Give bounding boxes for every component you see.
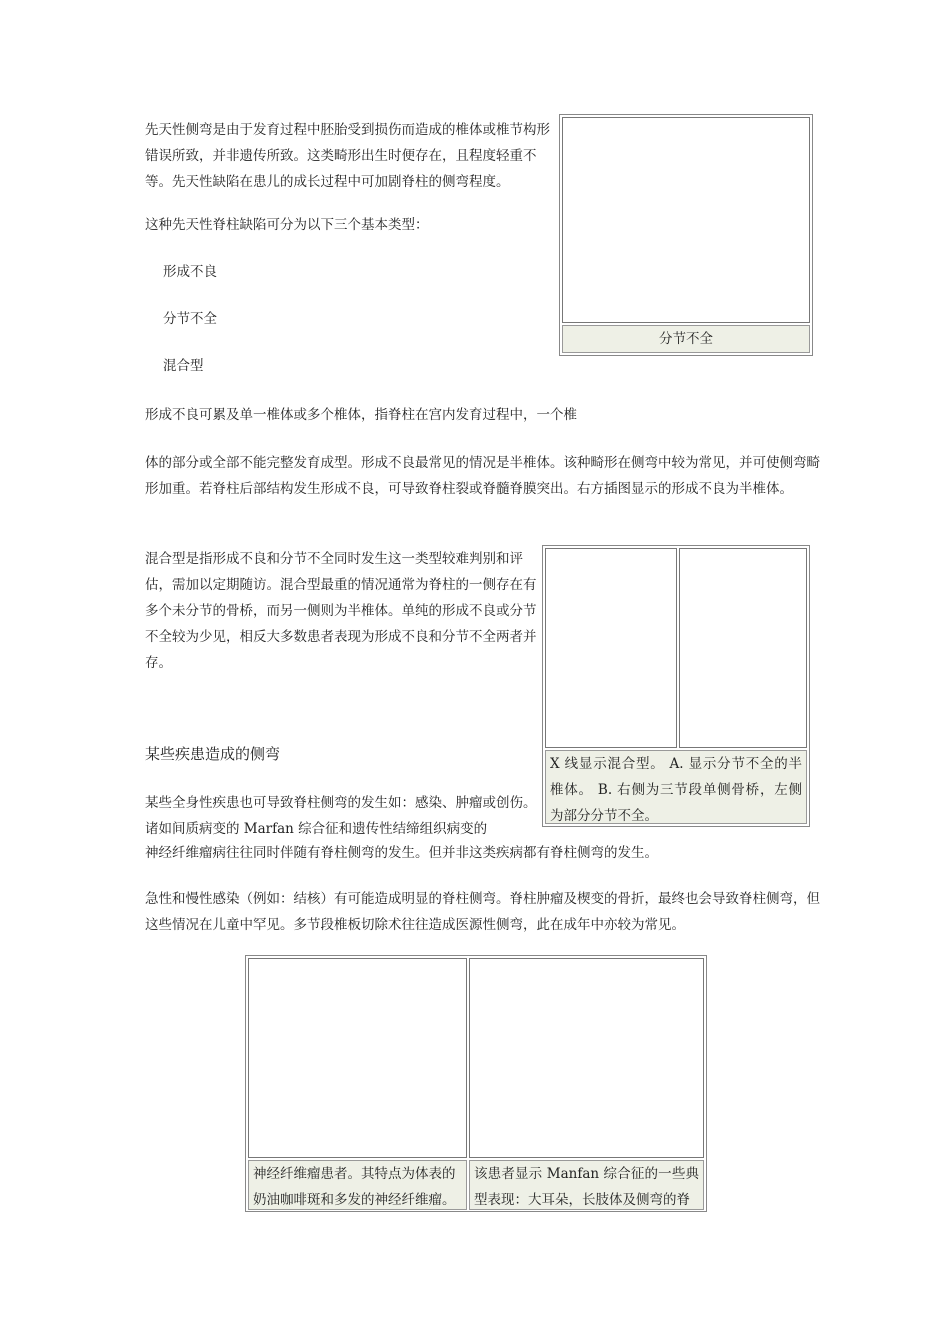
figure-neurofibromatosis-image	[248, 958, 467, 1158]
type-item-formation: 形成不良	[163, 264, 217, 280]
formation-paragraph-line1: 形成不良可累及单一椎体或多个椎体，指脊柱在宫内发育过程中，一个椎	[145, 407, 577, 423]
types-intro: 这种先天性脊柱缺陷可分为以下三个基本类型：	[145, 217, 429, 233]
systemic-paragraph-a: 某些全身性疾患也可导致脊柱侧弯的发生如：感染、肿瘤或创伤。诸如间质病变的 Marfan 综合征和遗传性结缔组织病变的	[145, 795, 537, 837]
figure-mixed-caption: X 线显示混合型。 A. 显示分节不全的半椎体。 B. 右侧为三节段单侧骨桥，左侧为部分分节不全。	[545, 750, 807, 824]
infection-paragraph: 急性和慢性感染（例如：结核）有可能造成明显的脊柱侧弯。脊柱肿瘤及楔变的骨折，最终也会导致脊柱侧弯，但这些情况在儿童中罕见。多节段椎板切除术往往造成医源性侧弯，此在成年中亦较为常见。	[145, 891, 820, 933]
figure-marfan-caption: 该患者显示 Manfan 综合征的一些典型表现：大耳朵，长肢体及侧弯的脊	[469, 1160, 704, 1210]
disease-heading: 某些疾患造成的侧弯	[145, 745, 281, 763]
mixed-paragraph: 混合型是指形成不良和分节不全同时发生这一类型较难判别和评估，需加以定期随访。混合型最重的情况通常为脊柱的一侧存在有多个未分节的骨桥，而另一侧则为半椎体。单纯的形成不良或分节不全较为少见，相反大多数患者表现为形成不良和分节不全两者并存。	[145, 551, 537, 671]
figure-mixed-image-b	[679, 548, 807, 748]
figure-mixed-image-a	[545, 548, 677, 748]
figure-marfan-image	[469, 958, 704, 1158]
type-item-mixed: 混合型	[163, 358, 204, 374]
figure-segmentation-caption: 分节不全	[562, 325, 810, 353]
type-item-segmentation: 分节不全	[163, 311, 217, 327]
formation-paragraph: 体的部分或全部不能完整发育成型。形成不良最常见的情况是半椎体。该种畸形在侧弯中较为常见，并可使侧弯畸形加重。若脊柱后部结构发生形成不良，可导致脊柱裂或脊髓脊膜突出。右方插图显示的形成不良为半椎体。	[145, 455, 820, 497]
intro-paragraph: 先天性侧弯是由于发育过程中胚胎受到损伤而造成的椎体或椎节构形错误所致，并非遗传所致。这类畸形出生时便存在，且程度轻重不等。先天性缺陷在患儿的成长过程中可加剧脊柱的侧弯程度。	[145, 122, 550, 190]
figure-mixed	[542, 545, 810, 827]
figure-segmentation	[559, 114, 813, 356]
figure-diseases	[245, 955, 707, 1212]
figure-segmentation-image	[562, 117, 810, 323]
figure-neurofibromatosis-caption: 神经纤维瘤患者。其特点为体表的奶油咖啡斑和多发的神经纤维瘤。	[248, 1160, 467, 1210]
systemic-paragraph-b: 神经纤维瘤病往往同时伴随有脊柱侧弯的发生。但并非这类疾病都有脊柱侧弯的发生。	[145, 845, 658, 861]
